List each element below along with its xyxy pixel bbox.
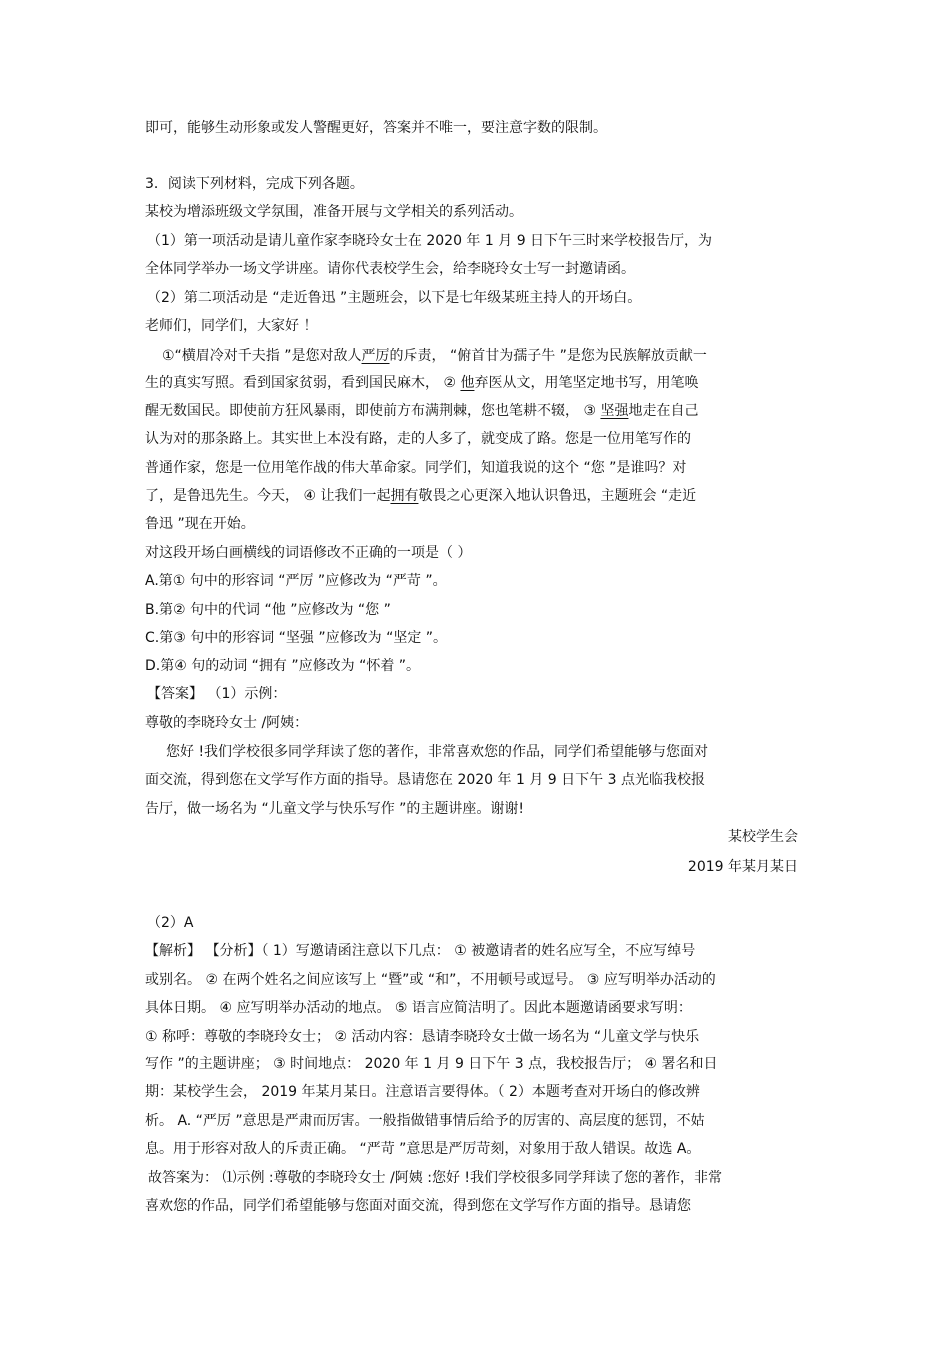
speech-text: 地走在自己 [628,403,699,419]
analysis-line-5: 写作 ”的主题讲座； ③ 时间地点： 2020 年 1 月 9 日下午 3 点，我校报告厅； ④ 署名和日 [145,1056,718,1072]
part2-line: （2）第二项活动是 “走近鲁迅 ”主题班会，以下是七年级某班主持人的开场白。 [147,290,642,306]
underlined-word: 严厉 [361,348,390,364]
answer-part2: （2）A [147,915,194,931]
option-b: B.第② 句中的代词 “他 ”应修改为 “您 ” [145,602,391,618]
speech-text: 弃医从文，用笔坚定地书写，用笔唤 [474,375,699,391]
part1-line-b: 全体同学举办一场文学讲座。请你代表校学生会，给李晓玲女士写一封邀请函。 [145,261,635,277]
letter-body-2: 面交流，得到您在文学写作方面的指导。恳请您在 2020 年 1 月 9 日下午 3 点光临我校报 [145,772,705,788]
analysis-line-8: 息。用于形容对敌人的斥责正确。 “严苛 ”意思是严厉苛刻，对象用于敌人错误。故选 A。 [145,1141,701,1157]
question-context: 某校为增添班级文学氛围，准备开展与文学相关的系列活动。 [145,204,523,220]
underlined-word: 拥有 [390,488,419,504]
analysis-line-3: 具体日期。 ④ 应写明举办活动的地点。 ⑤ 语言应简洁明了。因此本题邀请函要求写明： [145,1000,692,1016]
speech-text: 生的真实写照。看到国家贫弱，看到国民麻木， ② [145,375,461,391]
letter-body-1: 您好 !我们学校很多同学拜读了您的著作，非常喜欢您的作品，同学们希望能够与您面对 [166,744,709,760]
analysis-line-6: 期：某校学生会， 2019 年某月某日。注意语言要得体。（ 2）本题考查对开场白的修改辨 [145,1084,700,1100]
option-d: D.第④ 句的动词 “拥有 ”应修改为 “怀着 ”。 [145,658,421,674]
speech-text: 了，是鲁迅先生。今天， ④ 让我们一起 [145,488,391,504]
analysis-line-7: 析。 A. “严厉 ”意思是严肃而厉害。一般指做错事情后给予的厉害的、高层度的惩罚，不姑 [145,1113,705,1129]
analysis-line-9: 故答案为： ⑴示例 :尊敬的李晓玲女士 /阿姨 :您好 !我们学校很多同学拜读了您的著作，非常 [148,1170,723,1186]
letter-date: 2019 年某月某日 [687,859,798,875]
greeting-line: 老师们，同学们，大家好 ！ [145,318,318,334]
analysis-line-10: 喜欢您的作品，同学们希望能够与您面对面交流，得到您在文学写作方面的指导。恳请您 [145,1198,691,1214]
speech-line-2 [145,373,698,393]
speech-text: 的斥责， “俯首甘为孺子牛 ”是您为民族解放贡献一 [389,348,707,364]
speech-line-7: 鲁迅 ”现在开始。 [145,516,255,532]
speech-text: ①“横眉冷对千夫指 ”是您对敌人 [162,348,362,364]
question-heading: 3．阅读下列材料，完成下列各题。 [145,176,364,192]
underlined-word: 坚强 [600,403,629,419]
question-prompt: 对这段开场白画横线的词语修改不正确的一项是（ ） [145,545,472,561]
speech-line-4: 认为对的那条路上。其实世上本没有路，走的人多了，就变成了路。您是一位用笔写作的 [145,431,691,447]
speech-line-5: 普通作家，您是一位用笔作战的伟大革命家。同学们，知道我说的这个 “您 ”是谁吗？对 [145,460,687,476]
underlined-word: 他 [460,375,475,391]
letter-salutation: 尊敬的李晓玲女士 /阿姨： [145,715,309,731]
answer-label: 【答案】 （1）示例： [147,686,287,702]
speech-text: 敬畏之心更深入地认识鲁迅，主题班会 “走近 [418,488,697,504]
analysis-line-2: 或别名。 ② 在两个姓名之间应该写上 “暨”或 “和”，不用顿号或逗号。 ③ 应写明举办活动的 [145,972,716,988]
option-c: C.第③ 句中的形容词 “坚强 ”应修改为 “坚定 ”。 [145,630,448,646]
option-a: A.第① 句中的形容词 “严厉 ”应修改为 “严苛 ”。 [145,573,447,589]
analysis-line-4: ① 称呼：尊敬的李晓玲女士； ② 活动内容：恳请李晓玲女士做一场名为 “儿童文学与快乐 [145,1029,700,1045]
speech-line-1 [162,346,707,366]
letter-signature: 某校学生会 [728,829,798,845]
speech-line-6 [145,486,696,506]
analysis-line-1: 【解析】 【分析】（ 1）写邀请函注意以下几点： ① 被邀请者的姓名应写全，不应写绰号 [145,943,696,959]
letter-body-3: 告厅，做一场名为 “儿童文学与快乐写作 ”的主题讲座。谢谢! [145,801,525,817]
intro-line: 即可，能够生动形象或发人警醒更好，答案并不唯一，要注意字数的限制。 [145,120,607,136]
speech-line-3 [145,401,698,421]
speech-text: 醒无数国民。即使前方狂风暴雨，即使前方布满荆棘，您也笔耕不辍， ③ [145,403,601,419]
part1-line-a: （1）第一项活动是请儿童作家李晓玲女士在 2020 年 1 月 9 日下午三时来学校报告厅，为 [147,233,713,249]
